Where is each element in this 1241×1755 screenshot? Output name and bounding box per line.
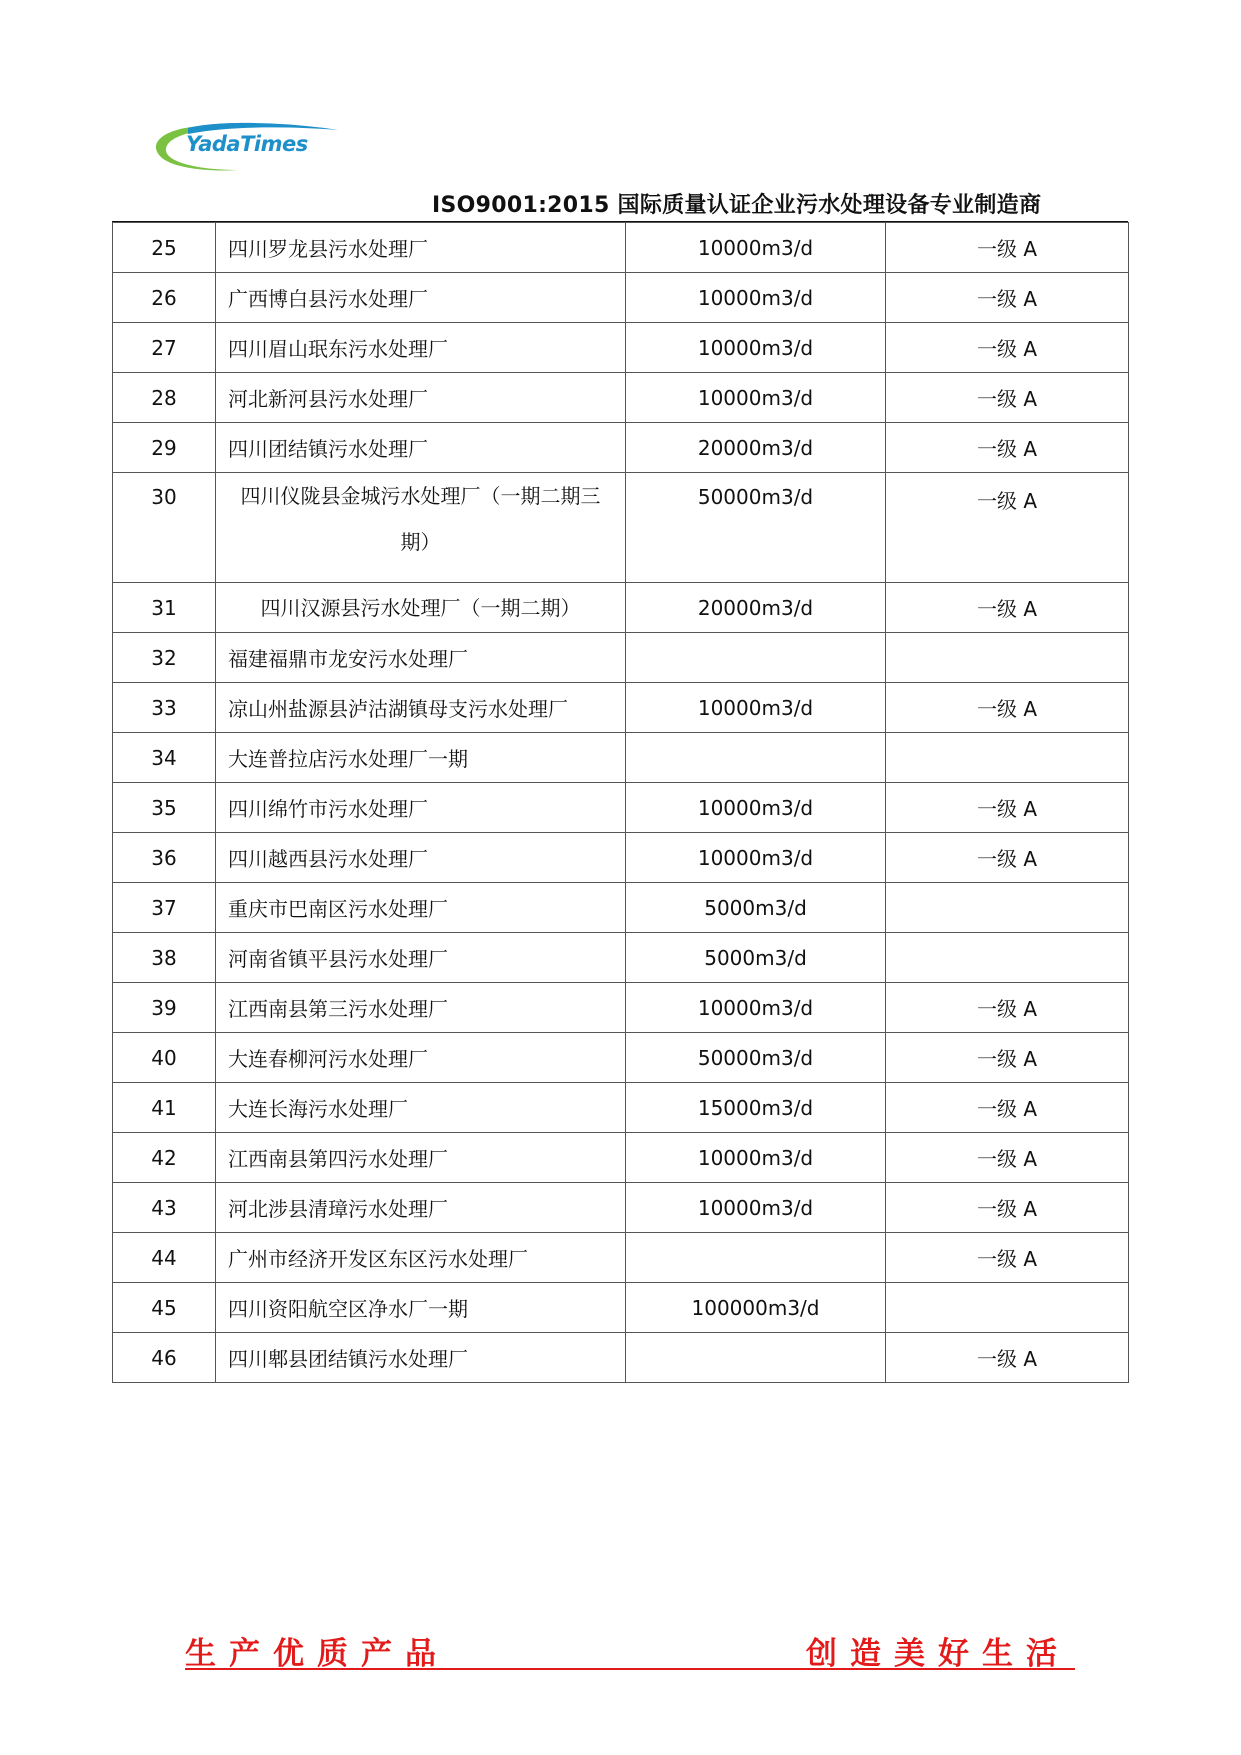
discharge-standard: 一级 A xyxy=(886,423,1129,473)
plant-capacity: 5000m3/d xyxy=(626,883,886,933)
discharge-standard xyxy=(886,1283,1129,1333)
row-number: 26 xyxy=(113,273,216,323)
discharge-standard xyxy=(886,733,1129,783)
table-row xyxy=(113,583,1129,633)
table-row xyxy=(113,473,1129,583)
plant-capacity: 20000m3/d xyxy=(626,583,886,633)
row-number: 43 xyxy=(113,1183,216,1233)
plant-name: 福建福鼎市龙安污水处理厂 xyxy=(216,633,626,683)
plant-name: 广州市经济开发区东区污水处理厂 xyxy=(216,1233,626,1283)
row-number: 38 xyxy=(113,933,216,983)
row-number: 45 xyxy=(113,1283,216,1333)
footer-slogan-left: 生产优质产品 xyxy=(185,1636,449,1672)
discharge-standard: 一级 A xyxy=(886,273,1129,323)
discharge-standard: 一级 A xyxy=(886,373,1129,423)
plant-capacity: 10000m3/d xyxy=(626,983,886,1033)
row-number: 44 xyxy=(113,1233,216,1283)
plant-name-line: 期） xyxy=(400,530,441,554)
discharge-standard: 一级 A xyxy=(886,1333,1129,1383)
table-row xyxy=(113,983,1129,1033)
plant-capacity xyxy=(626,1233,886,1283)
row-number: 25 xyxy=(113,223,216,273)
discharge-standard: 一级 A xyxy=(886,983,1129,1033)
plant-capacity: 10000m3/d xyxy=(626,1183,886,1233)
discharge-standard: 一级 A xyxy=(886,473,1129,583)
plant-name: 四川绵竹市污水处理厂 xyxy=(216,783,626,833)
table-row xyxy=(113,323,1129,373)
discharge-standard: 一级 A xyxy=(886,1083,1129,1133)
plant-capacity xyxy=(626,733,886,783)
table-row xyxy=(113,1233,1129,1283)
plant-name: 河北新河县污水处理厂 xyxy=(216,373,626,423)
plant-capacity: 10000m3/d xyxy=(626,1133,886,1183)
header-title: ISO9001:2015 国际质量认证企业污水处理设备专业制造商 xyxy=(432,193,1042,218)
discharge-standard: 一级 A xyxy=(886,1133,1129,1183)
table-row xyxy=(113,833,1129,883)
row-number: 32 xyxy=(113,633,216,683)
plant-capacity: 5000m3/d xyxy=(626,933,886,983)
plant-name: 凉山州盐源县泸沽湖镇母支污水处理厂 xyxy=(216,683,626,733)
row-number: 33 xyxy=(113,683,216,733)
plant-name: 四川郫县团结镇污水处理厂 xyxy=(216,1333,626,1383)
footer-slogan-right: 创造美好生活 xyxy=(806,1636,1070,1672)
row-number: 34 xyxy=(113,733,216,783)
discharge-standard xyxy=(886,883,1129,933)
table-row xyxy=(113,683,1129,733)
table-row xyxy=(113,1133,1129,1183)
row-number: 41 xyxy=(113,1083,216,1133)
plant-capacity: 10000m3/d xyxy=(626,783,886,833)
table-row xyxy=(113,1033,1129,1083)
table-row xyxy=(113,783,1129,833)
plant-name: 四川团结镇污水处理厂 xyxy=(216,423,626,473)
plant-name: 河北涉县清璋污水处理厂 xyxy=(216,1183,626,1233)
table-row xyxy=(113,223,1129,273)
row-number: 37 xyxy=(113,883,216,933)
table-row xyxy=(113,273,1129,323)
row-number: 29 xyxy=(113,423,216,473)
plant-capacity: 20000m3/d xyxy=(626,423,886,473)
plant-capacity xyxy=(626,1333,886,1383)
plant-name xyxy=(216,473,626,583)
plant-name: 大连普拉店污水处理厂一期 xyxy=(216,733,626,783)
discharge-standard: 一级 A xyxy=(886,1183,1129,1233)
plant-name: 四川罗龙县污水处理厂 xyxy=(216,223,626,273)
discharge-standard: 一级 A xyxy=(886,223,1129,273)
plant-name: 大连春柳河污水处理厂 xyxy=(216,1033,626,1083)
plant-capacity xyxy=(626,633,886,683)
row-number: 40 xyxy=(113,1033,216,1083)
discharge-standard: 一级 A xyxy=(886,583,1129,633)
plant-capacity: 10000m3/d xyxy=(626,273,886,323)
row-number: 27 xyxy=(113,323,216,373)
row-number: 35 xyxy=(113,783,216,833)
discharge-standard: 一级 A xyxy=(886,1233,1129,1283)
plant-name: 四川汉源县污水处理厂（一期二期） xyxy=(216,583,626,633)
plant-capacity: 10000m3/d xyxy=(626,833,886,883)
plant-capacity: 15000m3/d xyxy=(626,1083,886,1133)
table-row xyxy=(113,373,1129,423)
table-row xyxy=(113,733,1129,783)
row-number: 46 xyxy=(113,1333,216,1383)
row-number: 31 xyxy=(113,583,216,633)
table-row xyxy=(113,883,1129,933)
row-number: 28 xyxy=(113,373,216,423)
footer-divider xyxy=(185,1668,1075,1670)
table-row xyxy=(113,1083,1129,1133)
row-number: 36 xyxy=(113,833,216,883)
plant-name: 大连长海污水处理厂 xyxy=(216,1083,626,1133)
plant-capacity: 50000m3/d xyxy=(626,1033,886,1083)
plant-name: 江西南县第四污水处理厂 xyxy=(216,1133,626,1183)
plant-name: 江西南县第三污水处理厂 xyxy=(216,983,626,1033)
plant-list-table xyxy=(112,222,1129,1383)
table-row xyxy=(113,933,1129,983)
discharge-standard: 一级 A xyxy=(886,1033,1129,1083)
plant-capacity: 10000m3/d xyxy=(626,373,886,423)
plant-name: 四川眉山珉东污水处理厂 xyxy=(216,323,626,373)
discharge-standard: 一级 A xyxy=(886,783,1129,833)
plant-name: 四川越西县污水处理厂 xyxy=(216,833,626,883)
discharge-standard xyxy=(886,633,1129,683)
plant-capacity: 100000m3/d xyxy=(626,1283,886,1333)
plant-name-line: 四川仪陇县金城污水处理厂（一期二期三 xyxy=(240,484,601,508)
plant-name: 广西博白县污水处理厂 xyxy=(216,273,626,323)
row-number: 39 xyxy=(113,983,216,1033)
plant-capacity: 10000m3/d xyxy=(626,323,886,373)
plant-capacity: 10000m3/d xyxy=(626,223,886,273)
row-number: 30 xyxy=(113,473,216,583)
discharge-standard: 一级 A xyxy=(886,833,1129,883)
plant-name: 重庆市巴南区污水处理厂 xyxy=(216,883,626,933)
company-logo xyxy=(148,120,348,176)
plant-capacity: 10000m3/d xyxy=(626,683,886,733)
discharge-standard: 一级 A xyxy=(886,683,1129,733)
table-row xyxy=(113,1283,1129,1333)
table-row xyxy=(113,633,1129,683)
table-row xyxy=(113,423,1129,473)
plant-name: 四川资阳航空区净水厂一期 xyxy=(216,1283,626,1333)
row-number: 42 xyxy=(113,1133,216,1183)
discharge-standard xyxy=(886,933,1129,983)
plant-name: 河南省镇平县污水处理厂 xyxy=(216,933,626,983)
logo-text: YadaTimes xyxy=(186,132,308,156)
table-row xyxy=(113,1183,1129,1233)
discharge-standard: 一级 A xyxy=(886,323,1129,373)
plant-capacity: 50000m3/d xyxy=(626,473,886,583)
table-row xyxy=(113,1333,1129,1383)
